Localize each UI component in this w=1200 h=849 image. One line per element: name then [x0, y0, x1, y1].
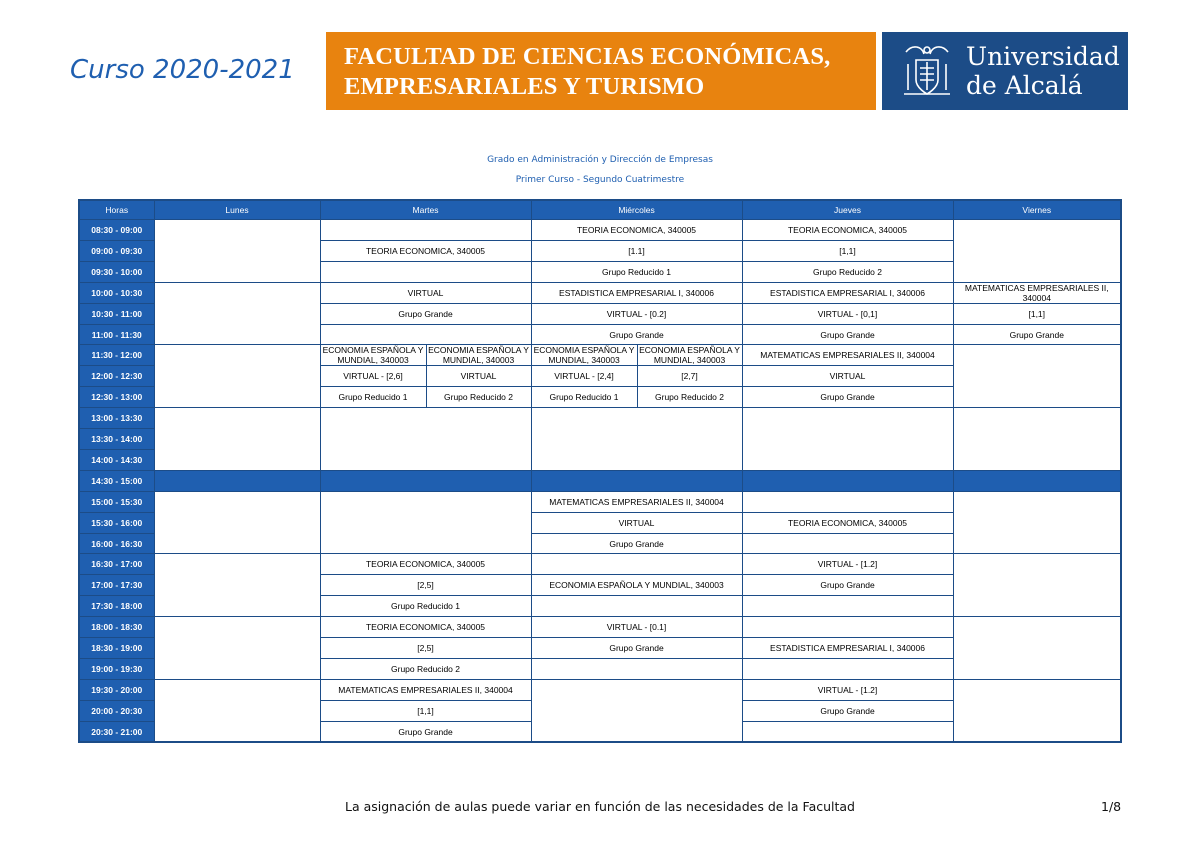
martes-c-group: Grupo Reducido 1 — [320, 596, 531, 617]
time-slot: 20:30 - 21:00 — [79, 721, 154, 742]
lunes-empty — [154, 408, 320, 471]
martes-empty — [320, 408, 531, 471]
time-slot: 12:30 - 13:00 — [79, 387, 154, 408]
schedule-table — [78, 199, 1122, 743]
course-year: Curso 2020-2021 — [70, 55, 295, 85]
jueves-e-subject: ESTADISTICA EMPRESARIAL I, 340006 — [742, 638, 953, 659]
martes-b2-group: Grupo Reducido 2 — [426, 387, 531, 408]
time-slot: 16:30 - 17:00 — [79, 554, 154, 575]
time-slot: 11:30 - 12:00 — [79, 345, 154, 366]
viernes-empty — [953, 554, 1121, 617]
jueves-d-group: Grupo Grande — [742, 575, 953, 596]
jueves-spacer — [742, 721, 953, 742]
col-miercoles: Miércoles — [531, 200, 742, 220]
break-cell — [953, 470, 1121, 491]
faculty-line-1: FACULTAD DE CIENCIAS ECONÓMICAS, — [344, 43, 831, 70]
viernes-empty — [953, 491, 1121, 554]
jueves-d-room: VIRTUAL - [1.2] — [742, 554, 953, 575]
jueves-spacer — [742, 617, 953, 638]
jueves-a-subject: TEORIA ECONOMICA, 340005 — [742, 220, 953, 241]
time-slot: 10:00 - 10:30 — [79, 282, 154, 303]
time-slot: 15:00 - 15:30 — [79, 491, 154, 512]
viernes-empty — [953, 408, 1121, 471]
lunes-empty — [154, 491, 320, 554]
time-slot: 17:30 - 18:00 — [79, 596, 154, 617]
miercoles-e-group: Grupo Grande — [531, 638, 742, 659]
martes-spacer — [320, 324, 531, 345]
table-row — [79, 617, 1121, 638]
jueves-c-room: VIRTUAL — [742, 366, 953, 387]
lunes-empty — [154, 282, 320, 345]
lunes-empty — [154, 220, 320, 283]
jueves-spacer — [742, 596, 953, 617]
time-slot: 18:30 - 19:00 — [79, 638, 154, 659]
lunes-empty — [154, 345, 320, 408]
viernes-empty — [953, 220, 1121, 283]
viernes-empty — [953, 679, 1121, 742]
university-logo — [882, 32, 1128, 110]
miercoles-e-subject: ECONOMIA ESPAÑOLA Y MUNDIAL, 340003 — [531, 575, 742, 596]
time-slot: 16:00 - 16:30 — [79, 533, 154, 554]
col-jueves: Jueves — [742, 200, 953, 220]
col-horas: Horas — [79, 200, 154, 220]
lunes-empty — [154, 679, 320, 742]
miercoles-d-room: VIRTUAL — [531, 512, 742, 533]
viernes-empty — [953, 617, 1121, 680]
time-slot: 09:30 - 10:00 — [79, 261, 154, 282]
martes-b2-subject: ECONOMIA ESPAÑOLA Y MUNDIAL, 340003 — [426, 345, 531, 366]
miercoles-c1-subject: ECONOMIA ESPAÑOLA Y MUNDIAL, 340003 — [531, 345, 637, 366]
break-cell — [742, 470, 953, 491]
table-row — [79, 554, 1121, 575]
martes-a-group: Grupo Grande — [320, 303, 531, 324]
col-lunes: Lunes — [154, 200, 320, 220]
faculty-line-2: EMPRESARIALES Y TURISMO — [344, 73, 705, 100]
jueves-e-room: VIRTUAL - [1.2] — [742, 679, 953, 700]
time-slot: 19:00 - 19:30 — [79, 658, 154, 679]
miercoles-empty — [531, 408, 742, 471]
martes-e-subject: MATEMATICAS EMPRESARIALES II, 340004 — [320, 679, 531, 700]
jueves-b-group: Grupo Grande — [742, 324, 953, 345]
martes-e-room: [1,1] — [320, 700, 531, 721]
martes-b1-room: VIRTUAL - [2,6] — [320, 366, 426, 387]
time-slot: 14:00 - 14:30 — [79, 450, 154, 471]
university-line-2: de Alcalá — [966, 71, 1083, 100]
martes-d-subject: TEORIA ECONOMICA, 340005 — [320, 617, 531, 638]
martes-b2-room: VIRTUAL — [426, 366, 531, 387]
jueves-e-group: Grupo Grande — [742, 700, 953, 721]
break-row — [79, 470, 1121, 491]
time-slot: 12:00 - 12:30 — [79, 366, 154, 387]
viernes-a-room: [1,1] — [953, 303, 1121, 324]
martes-e-group: Grupo Grande — [320, 721, 531, 742]
semester-title: Primer Curso - Segundo Cuatrimestre — [515, 175, 685, 185]
miercoles-b-subject: ESTADISTICA EMPRESARIAL I, 340006 — [531, 282, 742, 303]
jueves-spacer — [742, 658, 953, 679]
time-slot: 20:00 - 20:30 — [79, 700, 154, 721]
header-row — [79, 200, 1121, 220]
martes-c-room: [2,5] — [320, 575, 531, 596]
miercoles-a-subject: TEORIA ECONOMICA, 340005 — [531, 220, 742, 241]
jueves-empty — [742, 408, 953, 471]
miercoles-b-group: Grupo Grande — [531, 324, 742, 345]
faculty-banner — [326, 32, 876, 110]
martes-d-group: Grupo Reducido 2 — [320, 658, 531, 679]
university-name — [966, 42, 1120, 100]
miercoles-c2-room: [2,7] — [637, 366, 742, 387]
time-slot: 13:30 - 14:00 — [79, 429, 154, 450]
martes-d-room: [2,5] — [320, 638, 531, 659]
time-slot: 18:00 - 18:30 — [79, 617, 154, 638]
martes-spacer — [320, 261, 531, 282]
jueves-a-room: [1,1] — [742, 240, 953, 261]
col-viernes: Viernes — [953, 200, 1121, 220]
martes-c-subject: TEORIA ECONOMICA, 340005 — [320, 554, 531, 575]
jueves-c-subject: MATEMATICAS EMPRESARIALES II, 340004 — [742, 345, 953, 366]
page-number: 1/8 — [1101, 799, 1122, 814]
jueves-b-subject: ESTADISTICA EMPRESARIAL I, 340006 — [742, 282, 953, 303]
col-martes: Martes — [320, 200, 531, 220]
break-cell — [154, 470, 320, 491]
footer-note: La asignación de aulas puede variar en función de las necesidades de la Facultad — [344, 799, 855, 814]
degree-title: Grado en Administración y Dirección de Empresas — [487, 155, 713, 165]
time-slot: 09:00 - 09:30 — [79, 240, 154, 261]
miercoles-spacer — [531, 554, 742, 575]
university-line-1: Universidad — [966, 42, 1120, 71]
miercoles-b-room: VIRTUAL - [0.2] — [531, 303, 742, 324]
miercoles-d-group: Grupo Grande — [531, 533, 742, 554]
miercoles-c1-group: Grupo Reducido 1 — [531, 387, 637, 408]
miercoles-d-subject: MATEMATICAS EMPRESARIALES II, 340004 — [531, 491, 742, 512]
miercoles-spacer — [531, 596, 742, 617]
miercoles-a-group: Grupo Reducido 1 — [531, 261, 742, 282]
time-slot: 19:30 - 20:00 — [79, 679, 154, 700]
break-cell — [320, 470, 531, 491]
miercoles-spacer — [531, 658, 742, 679]
time-slot: 11:00 - 11:30 — [79, 324, 154, 345]
time-slot: 15:30 - 16:00 — [79, 512, 154, 533]
time-slot: 14:30 - 15:00 — [79, 470, 154, 491]
martes-b1-group: Grupo Reducido 1 — [320, 387, 426, 408]
table-row — [79, 220, 1121, 241]
break-cell — [531, 470, 742, 491]
jueves-b-room: VIRTUAL - [0,1] — [742, 303, 953, 324]
table-row — [79, 408, 1121, 429]
jueves-spacer — [742, 533, 953, 554]
martes-b1-subject: ECONOMIA ESPAÑOLA Y MUNDIAL, 340003 — [320, 345, 426, 366]
jueves-a-group: Grupo Reducido 2 — [742, 261, 953, 282]
viernes-empty — [953, 345, 1121, 408]
miercoles-e-room: VIRTUAL - [0.1] — [531, 617, 742, 638]
miercoles-c2-group: Grupo Reducido 2 — [637, 387, 742, 408]
table-row — [79, 491, 1121, 512]
table-row — [79, 679, 1121, 700]
martes-a-subject: TEORIA ECONOMICA, 340005 — [320, 240, 531, 261]
martes-empty — [320, 491, 531, 554]
time-slot: 17:00 - 17:30 — [79, 575, 154, 596]
table-row — [79, 282, 1121, 303]
miercoles-empty — [531, 679, 742, 742]
jueves-spacer — [742, 491, 953, 512]
table-row — [79, 345, 1121, 366]
university-crest-icon — [896, 40, 958, 102]
miercoles-a-room: [1.1] — [531, 240, 742, 261]
time-slot: 08:30 - 09:00 — [79, 220, 154, 241]
miercoles-c1-room: VIRTUAL - [2,4] — [531, 366, 637, 387]
time-slot: 10:30 - 11:00 — [79, 303, 154, 324]
martes-empty — [320, 220, 531, 241]
lunes-empty — [154, 554, 320, 617]
time-slot: 13:00 - 13:30 — [79, 408, 154, 429]
miercoles-c2-subject: ECONOMIA ESPAÑOLA Y MUNDIAL, 340003 — [637, 345, 742, 366]
viernes-a-group: Grupo Grande — [953, 324, 1121, 345]
lunes-empty — [154, 617, 320, 680]
jueves-d-subject: TEORIA ECONOMICA, 340005 — [742, 512, 953, 533]
martes-a-room: VIRTUAL — [320, 282, 531, 303]
viernes-a-subject: MATEMATICAS EMPRESARIALES II, 340004 — [953, 282, 1121, 303]
jueves-c-group: Grupo Grande — [742, 387, 953, 408]
